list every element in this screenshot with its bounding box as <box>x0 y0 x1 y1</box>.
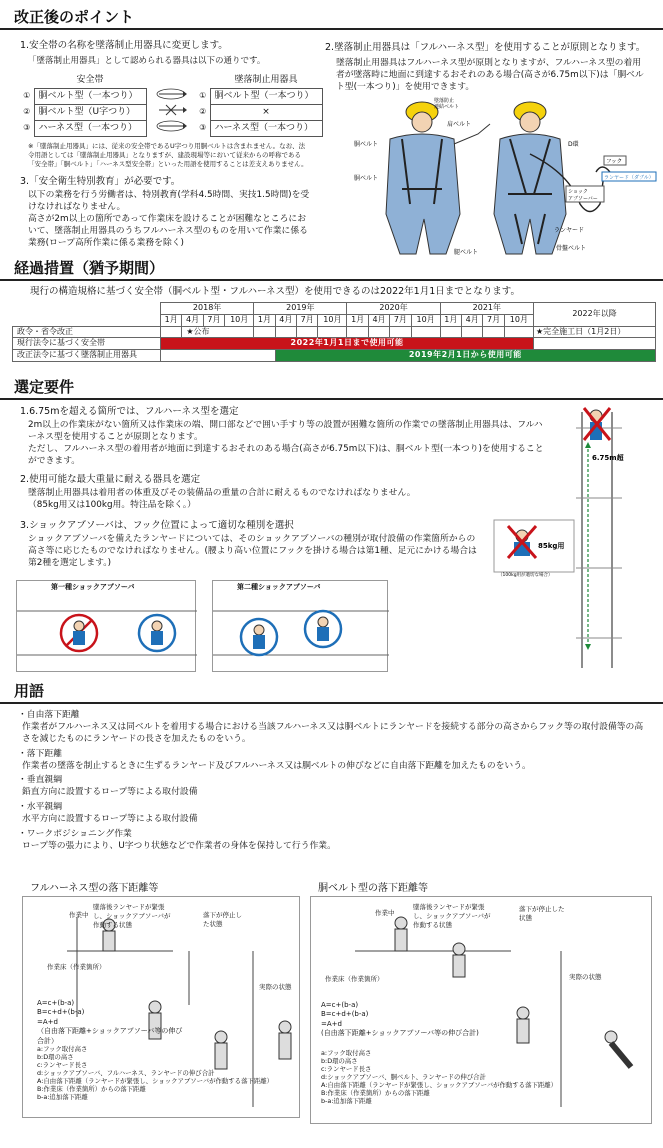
svg-text:胴ベルト: 胴ベルト <box>354 141 379 148</box>
selection-2-body: 墜落制止用器具は着用者の体重及びその装備品の重量の合計に耐えるものでなければなりません。 （85kg用又は100kg用。特注品を除く。） <box>28 488 416 510</box>
table-row: ② 胴ベルト型（U字つり） ② × <box>20 104 322 120</box>
svg-text:ランヤード: ランヤード <box>554 227 585 234</box>
type1-label: 第一種ショックアブソーバ <box>51 583 135 591</box>
section-header-terms <box>0 680 663 704</box>
enforcement-mark: ★完全施工日（1月2日） <box>534 326 656 338</box>
name-comparison-table <box>20 72 323 137</box>
section-title: 用語 <box>14 682 45 700</box>
section-title: 選定要件 <box>14 378 75 396</box>
timeline-row: 改正法令に基づく墜落制止用器具 2019年2月1日から使用可能 <box>13 350 656 362</box>
table-head-right: 墜落制止用器具 <box>210 72 322 88</box>
year-2019: 2019年 <box>254 303 347 315</box>
left-diagram-title: フルハーネス型の落下距離等 <box>30 883 159 894</box>
svg-text:ショック: ショック <box>568 189 588 195</box>
height-illustration <box>492 398 660 680</box>
right-fall-diagram: 作業中 墜落後ランヤードが緊張し、ショックアブソーバが作動する状態 落下が停止した状態 作業床（作業箇所） 実際の状態 A=c+(b-a) B=c+d+(b-a) =A+d (自由落下距離+ショックアブソーバ等の伸び合計) a:フック取付高さ b:D環の高さ c:ランヤード長さ d:ショックアブソーバ、胴ベルト、ランヤードの伸び合計 A:自由落下距離（ランヤードが緊張し、ショックアブソーバが作動する落下距離） B:作業床（作業箇所）からの落下距離 b-a:追加落下距離 <box>310 896 652 1124</box>
svg-text:腿ベルト: 腿ベルト <box>454 249 479 256</box>
svg-text:墜落防止: 墜落防止 <box>434 98 455 104</box>
svg-text:6.75m超: 6.75m超 <box>592 454 624 462</box>
section-title: 改正後のポイント <box>14 8 135 26</box>
term-item: ・垂直親綱 鉛直方向に設置するロープ等による取付設備 <box>18 775 198 798</box>
timeline-row: 現行法令に基づく安全帯 2022年1月1日まで使用可能 <box>13 338 656 350</box>
timeline-row: 政令・省令改正 ★公布 ★完全施工日（1月2日） <box>13 326 656 338</box>
section-header-selection <box>0 376 663 400</box>
transition-timeline-table: 2018年 2019年 2020年 2021年 2022年以降 1月 4月 7月 10月 1月 4月 7月 10月 1月 4月 7月 10月 1月 4月 7月 10月 政令・省令改正 ★公布 ★完全施工日（1月2日） 現行法令に基づく安全帯 2022年1月1日まで使用可能 改正法令に基づく墜落制止用器具 2019年2月1日から使用可能 <box>12 302 656 362</box>
svg-text:フック: フック <box>606 159 623 165</box>
point-1-title: 1.安全帯の名称を墜落制止用器具に変更します。 <box>20 40 228 51</box>
svg-text:（100kg用が適切な場合）: （100kg用が適切な場合） <box>498 573 553 578</box>
fine-note: ※「墜落制止用器具」には、従来の安全帯であるU字つり用胴ベルトは含まれません。なお、法令用語としては「墜落制止用器具」となりますが、建設現場等において従来からの呼称である「安全帯」「胴ベルト」「ハーネス型安全帯」といった用語を使用することは差支えありません。 <box>28 142 308 168</box>
section-header-points <box>0 6 663 30</box>
svg-text:ランヤード（ダブル）: ランヤード（ダブル） <box>604 175 654 181</box>
selection-3-body: ショックアブソーバを備えたランヤードについては、そのショックアブソーバの種別が取付設備の作業箇所からの高さ等に応じたものでなければなりません。(腰より高い位置にフックを掛ける場合は第1種、足元にかける場合は第2種を選定します。) <box>28 534 477 568</box>
promulgation-mark: ★公布 <box>182 326 254 338</box>
year-2018: 2018年 <box>161 303 254 315</box>
year-2020: 2020年 <box>347 303 440 315</box>
table-row: ③ ハーネス型（一本つり） ③ ハーネス型（一本つり） <box>20 120 322 136</box>
point-2-title: 2.墜落制止用器具は「フルハーネス型」を使用することが原則となります。 <box>325 42 646 53</box>
new-law-bar: 2019年2月1日から使用可能 <box>275 350 655 362</box>
svg-text:アブソーバー: アブソーバー <box>568 196 598 202</box>
term-item: ・水平親綱 水平方向に設置するロープ等による取付設備 <box>18 802 198 824</box>
year-2021: 2021年 <box>440 303 533 315</box>
svg-text:胴ベルト: 胴ベルト <box>354 175 379 182</box>
arrow-icon <box>146 88 196 104</box>
terms-list <box>18 710 648 853</box>
selection-3-title: 3.ショックアブソーバは、フック位置によって適切な種別を選択 <box>20 520 294 531</box>
arrow-icon <box>146 120 196 136</box>
svg-text:肩ベルト: 肩ベルト <box>447 121 472 128</box>
type2-label: 第二種ショックアブソーバ <box>237 583 321 591</box>
point-2-body: 墜落制止用器具はフルハーネス型が原則となりますが、フルハーネス型の着用者が墜落時に地面に到達するおそれのある場合(高さが6.75m以下)は「胴ベルト型(一本つり)」を使用できます。 <box>336 58 644 92</box>
table-head-left: 安全帯 <box>34 72 146 88</box>
worker-front-figure <box>386 102 490 254</box>
table-row: ① 胴ベルト型（一本つり） ① 胴ベルト型（一本つり） <box>20 88 322 104</box>
harness-illustration <box>350 94 658 266</box>
svg-text:D環: D環 <box>568 141 579 148</box>
term-item: ・落下距離 作業者の墜落を制止するときに生ずるランヤード及びフルハーネス又は胴ベルトの伸びなどに自由落下距離を加えたものをいう。 <box>18 748 531 771</box>
type2-absorber-figure <box>212 580 388 672</box>
worker-back-figure <box>494 102 610 254</box>
section-header-transition <box>0 257 663 281</box>
svg-text:85kg用: 85kg用 <box>538 542 565 550</box>
point-3-title: 3.「安全衛生特別教育」が必要です。 <box>20 176 181 187</box>
point-3-body: 以下の業務を行う労働者は、特別教育(学科4.5時間、実技1.5時間)を受けなければなりません。 高さが2m以上の箇所であって作業床を設けることが困難なところにおいて、墜落制止用器具のうちフルハーネス型のものを用いて作業に係る業務(ロープ高所作業に係る業務を除く) <box>28 190 310 248</box>
current-law-bar: 2022年1月1日まで使用可能 <box>161 338 534 350</box>
cross-arrow-icon <box>146 104 196 120</box>
year-2022-later: 2022年以降 <box>534 303 656 327</box>
left-fall-diagram: 墜落後ランヤードが緊張し、ショックアブソーバが作動する状態 作業中 落下が停止した状態 作業床（作業箇所） 実際の状態 A=c+(b-a) B=c+d+(b-a) =A+d （自由落下距離+ショックアブソーバ等の伸び合計） a:フック取付高さ b:D環の高さ c:ランヤード長さ d:ショックアブソーバ、フルハーネス、ランヤードの伸び合計 A:自由落下距離（ランヤードが緊張し、ショックアブソーバが作動する落下距離） B:作業床（作業箇所）からの落下距離 b-a:追加落下距離 <box>22 896 300 1118</box>
transition-intro: 現行の構造規格に基づく安全帯（胴ベルト型・フルハーネス型）を使用できるのは2022年1月1日までとなります。 <box>30 286 520 297</box>
selection-1-body: 2m以上の作業床がない箇所又は作業床の端、開口部などで囲い手すり等の設置が困難な箇所の作業での墜落制止用器具は、フルハーネス型を使用することが原則となります。 ただし、フルハーネス型の着用者が地面に到達するおそれのある場合(高さが6.75m以下)は、胴ベルト型(一本つり)を使用することができます。 <box>28 420 544 466</box>
svg-text:骨盤ベルト: 骨盤ベルト <box>556 245 587 252</box>
svg-text:連結ベルト: 連結ベルト <box>434 104 460 110</box>
type1-absorber-figure <box>16 580 196 672</box>
term-item: ・ワークポジショニング作業 ロープ等の張力により、U字つり状態などで作業者の身体を保持して行う作業。 <box>18 828 336 851</box>
section-title: 経過措置（猶予期間） <box>14 259 165 277</box>
selection-1-title: 1.6.75mを超える箇所では、フルハーネス型を選定 <box>20 406 239 417</box>
right-diagram-title: 胴ベルト型の落下距離等 <box>318 883 428 894</box>
term-item: ・自由落下距離 作業者がフルハーネス又は同ベルトを着用する場合における当該フルハーネス又は胴ベルトにランヤードを接続する部分の高さからフック等の取付設備等の高さを減じたものにランヤードの長さを加えたものをいう。 <box>18 710 644 744</box>
point-1-note: 「墜落制止用器具」として認められる器具は以下の通りです。 <box>28 56 266 66</box>
selection-2-title: 2.使用可能な最大重量に耐える器具を選定 <box>20 474 201 485</box>
